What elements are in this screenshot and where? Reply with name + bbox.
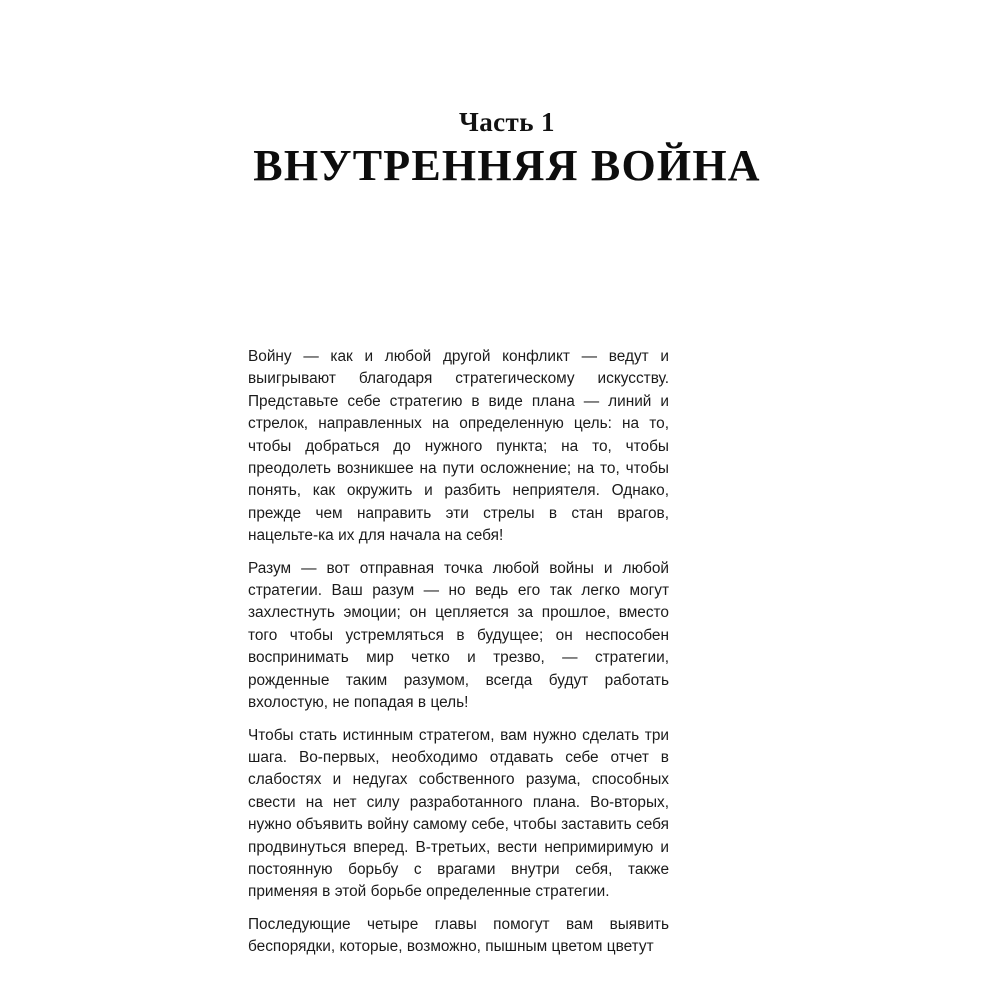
body-text-column — [248, 346, 669, 959]
part-label: Часть 1 — [459, 107, 555, 137]
body-paragraph: Разум — вот отправная точка любой войны и любой стратегии. Ваш разум — но ведь его так легко могут захлестнуть эмоции; он цепляется за прошлое, вместо того чтобы устремляться в будущее; он неспособен воспринимать мир четко и трезво, — стратегии, рожденные таким разумом, всегда будут работать вхолостую, не попадая в цель! — [248, 559, 669, 712]
part-heading-block — [0, 108, 1000, 190]
body-paragraph: Последующие четыре главы помогут вам выявить беспорядки, которые, возможно, пышным цветом цветут — [248, 915, 669, 956]
body-paragraph: Войну — как и любой другой конфликт — ведут и выигрывают благодаря стратегическому искусству. Представьте себе стратегию в виде плана — линий и стрелок, направленных на определенную цель: на то, чтобы добраться до нужного пункта; на то, чтобы преодолеть возникшее на пути осложнение; на то, чтобы понять, как окружить и разбить неприятеля. Однако, прежде чем направить эти стрелы в стан врагов, нацельте-ка их для начала на себя! — [248, 348, 669, 545]
page-title: ВНУТРЕННЯЯ ВОЙНА — [253, 141, 761, 191]
body-paragraph: Чтобы стать истинным стратегом, вам нужно сделать три шага. Во-первых, необходимо отдавать себе отчет в слабостях и недугах собственного разума, способных свести на нет силу разработанного плана. Во-вторых, нужно объявить войну самому себе, чтобы заставить себя продвинуться вперед. В-третьих, вести непримиримую и постоянную борьбу с врагами внутри себя, также применяя в этой борьбе определенные стратегии. — [248, 726, 669, 901]
